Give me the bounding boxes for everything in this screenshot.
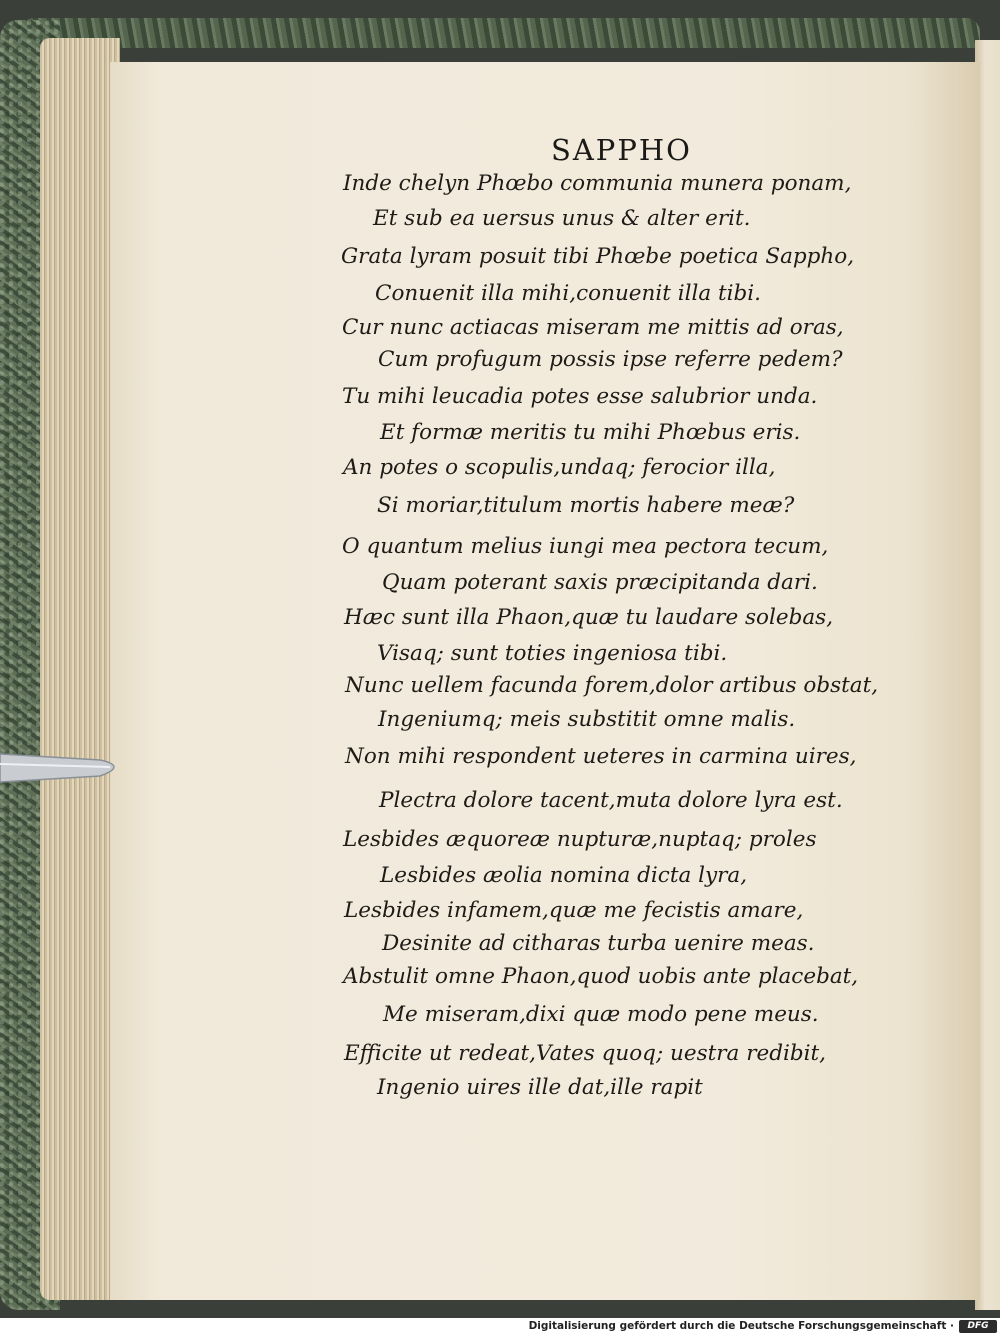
verse-line: Grata lyram posuit tibi Phœbe poetica Sappho, bbox=[341, 244, 855, 269]
verse-line: Lesbides infamem,quæ me fecistis amare, bbox=[344, 898, 804, 923]
verse-line: Inde chelyn Phœbo communia munera ponam, bbox=[343, 171, 852, 196]
verse-line: Si moriar,titulum mortis habere meæ? bbox=[377, 493, 795, 518]
verse-line: Efficite ut redeat,Vates quoq; uestra redibit, bbox=[344, 1041, 826, 1066]
verse-line: Lesbides æolia nomina dicta lyra, bbox=[380, 863, 748, 888]
verse-line: Conuenit illa mihi,conuenit illa tibi. bbox=[375, 281, 761, 306]
verse-line: Plectra dolore tacent,muta dolore lyra est. bbox=[379, 788, 843, 813]
verse-line: An potes o scopulis,undaq; ferocior illa, bbox=[343, 455, 776, 480]
verse-line: Hæc sunt illa Phaon,quæ tu laudare solebas, bbox=[344, 605, 834, 630]
verse-line: Cur nunc actiacas miseram me mittis ad oras, bbox=[342, 315, 844, 340]
verse-line: Abstulit omne Phaon,quod uobis ante placebat, bbox=[343, 964, 859, 989]
verse-line: Non mihi respondent ueteres in carmina uires, bbox=[345, 744, 857, 769]
verse-line: Ingenio uires ille dat,ille rapit bbox=[377, 1075, 703, 1100]
page-heading: SAPPHO bbox=[551, 133, 692, 167]
verse-line: Desinite ad citharas turba uenire meas. bbox=[382, 931, 815, 956]
verse-line: Quam poterant saxis præcipitanda dari. bbox=[382, 570, 818, 595]
verse-line: Nunc uellem facunda forem,dolor artibus obstat, bbox=[345, 673, 879, 698]
dfg-logo: DFG bbox=[959, 1320, 997, 1333]
verse-line: Cum profugum possis ipse referre pedem? bbox=[378, 347, 843, 372]
verse-line: Et formæ meritis tu mihi Phœbus eris. bbox=[380, 420, 801, 445]
digitization-credit: Digitalisierung gefördert durch die Deutsche Forschungsgemeinschaft · bbox=[528, 1320, 954, 1332]
verse-line: O quantum melius iungi mea pectora tecum, bbox=[342, 534, 829, 559]
verse-line: Visaq; sunt toties ingeniosa tibi. bbox=[377, 641, 728, 666]
verse-line: Tu mihi leucadia potes esse salubrior unda. bbox=[342, 384, 818, 409]
verse-line: Lesbides æquoreæ nupturæ,nuptaq; proles bbox=[343, 827, 817, 852]
verse-line: Ingeniumq; meis substitit omne malis. bbox=[378, 707, 796, 732]
verse-line: Et sub ea uersus unus & alter erit. bbox=[373, 206, 751, 231]
verse-line: Me miseram,dixi quæ modo pene meus. bbox=[383, 1002, 819, 1027]
